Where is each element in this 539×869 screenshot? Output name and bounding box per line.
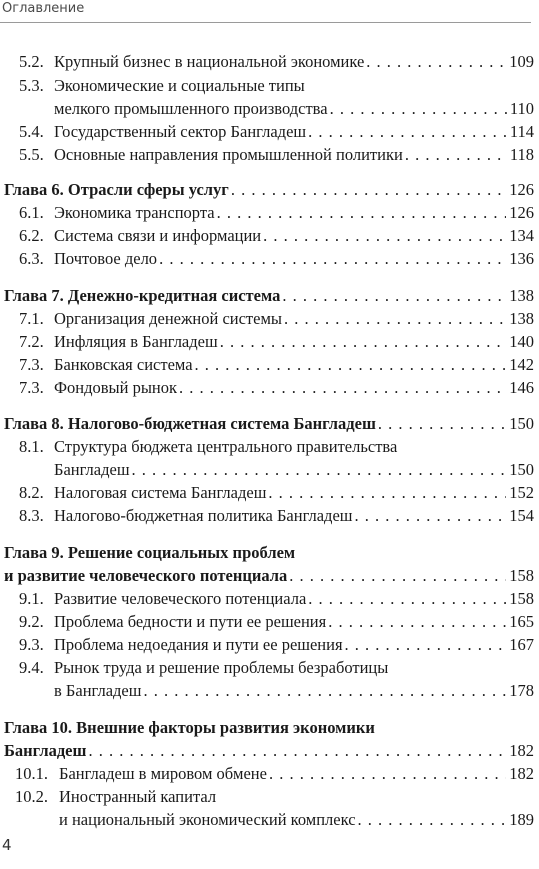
page-ref: 150 (509, 460, 534, 479)
toc-entry-continued (0, 459, 539, 481)
page-ref: 126 (509, 203, 534, 222)
page-ref: 178 (509, 681, 534, 700)
page-ref: 182 (509, 741, 534, 760)
toc-entry (0, 634, 539, 656)
entry-title: Инфляция в Бангладеш (54, 332, 218, 351)
section-number: 7.3. (19, 355, 44, 374)
leader-dots (343, 634, 507, 656)
page-ref: 140 (509, 332, 534, 351)
section-number: 8.2. (19, 483, 44, 502)
page-ref: 138 (509, 309, 534, 328)
entry-title-continued: Бангладеш (54, 460, 130, 479)
toc-entry (0, 786, 539, 808)
section-number: 10.1. (15, 764, 48, 783)
page-ref: 109 (509, 52, 534, 71)
section-number: 9.2. (19, 612, 44, 631)
page-ref: 182 (509, 764, 534, 783)
leader-dots (352, 505, 506, 527)
entry-title: Почтовое дело (54, 249, 158, 268)
leader-dots (215, 202, 507, 224)
entry-title: Экономика транспорта (54, 203, 215, 222)
chapter-title: Глава 8. Налогово-бюджетная система Бангладеш (4, 414, 376, 433)
toc-entry (0, 377, 539, 399)
section-number: 7.1. (19, 309, 44, 328)
entry-title: Организация денежной системы (54, 309, 282, 328)
toc-entry-continued (0, 809, 539, 831)
section-number: 9.1. (19, 589, 44, 608)
page-number: 4 (2, 836, 12, 854)
toc-entry (0, 354, 539, 376)
page-ref: 136 (509, 249, 534, 268)
page-ref: 189 (509, 810, 534, 829)
page-ref: 114 (509, 122, 534, 141)
page-ref: 138 (509, 286, 534, 305)
chapter-entry (0, 179, 539, 201)
chapter-entry (0, 285, 539, 307)
leader-dots (306, 121, 507, 143)
toc-entry (0, 75, 539, 97)
section-number: 5.5. (19, 145, 44, 164)
entry-title: Система связи и информации (54, 226, 262, 245)
page-ref: 150 (509, 414, 534, 433)
running-header (0, 0, 531, 23)
section-number: 6.3. (19, 249, 44, 268)
leader-dots (326, 611, 506, 633)
leader-dots (157, 248, 506, 270)
toc-entry (0, 657, 539, 679)
entry-title: Крупный бизнес в национальной экономике (54, 52, 365, 71)
toc-entry (0, 588, 539, 610)
entry-title: Банковская система (54, 355, 193, 374)
page-ref: 134 (509, 226, 534, 245)
entry-title: Экономические и социальные типы (54, 76, 305, 95)
entry-title-continued: мелкого промышленного производства (54, 99, 328, 118)
entry-title: Налоговая система Бангладеш (54, 483, 267, 502)
entry-title: Налогово-бюджетная политика Бангладеш (54, 506, 353, 525)
chapter-title: Глава 10. Внешние факторы развития экономики (4, 718, 375, 737)
leader-dots (177, 377, 506, 399)
leader-dots (141, 680, 506, 702)
section-number: 7.2. (19, 332, 44, 351)
chapter-entry (0, 413, 539, 435)
page-ref: 158 (509, 566, 534, 585)
running-title: Оглавление (2, 1, 85, 16)
toc-entry-continued (0, 98, 539, 120)
leader-dots (356, 809, 507, 831)
toc-entry (0, 505, 539, 527)
chapter-entry (0, 717, 539, 739)
chapter-title: Глава 6. Отрасли сферы услуг (4, 180, 229, 199)
toc-entry (0, 482, 539, 504)
entry-title: Государственный сектор Бангладеш (54, 122, 307, 141)
toc-entry (0, 436, 539, 458)
section-number: 8.3. (19, 506, 44, 525)
leader-dots (86, 740, 506, 762)
chapter-title-continued: и развитие человеческого потенциала (4, 566, 288, 585)
chapter-title-continued: Бангладеш (4, 741, 87, 760)
leader-dots (267, 763, 506, 785)
page-ref: 167 (509, 635, 534, 654)
leader-dots (306, 588, 506, 610)
section-number: 8.1. (19, 437, 44, 456)
chapter-entry (0, 542, 539, 564)
toc-entry-continued (0, 680, 539, 702)
leader-dots (364, 51, 506, 73)
chapter-title: Глава 7. Денежно-кредитная система (4, 286, 281, 305)
section-number: 6.2. (19, 226, 44, 245)
entry-title: Иностранный капитал (59, 787, 217, 806)
section-number: 5.4. (19, 122, 44, 141)
page-ref: 118 (509, 145, 534, 164)
entry-title: Проблема недоедания и пути ее решения (54, 635, 343, 654)
entry-title: Фондовый рынок (54, 378, 178, 397)
leader-dots (130, 459, 507, 481)
section-number: 9.4. (19, 658, 44, 677)
entry-title: Рынок труда и решение проблемы безработицы (54, 658, 389, 677)
entry-title: Основные направления промышленной политики (54, 145, 403, 164)
leader-dots (287, 565, 506, 587)
leader-dots (218, 331, 507, 353)
page-ref: 154 (509, 506, 534, 525)
entry-title-continued: и национальный экономический комплекс (59, 810, 356, 829)
entry-title: Развитие человеческого потенциала (54, 589, 307, 608)
section-number: 5.2. (19, 52, 44, 71)
page-ref: 126 (509, 180, 534, 199)
toc-entry (0, 763, 539, 785)
page-ref: 110 (509, 99, 534, 118)
toc-entry (0, 308, 539, 330)
chapter-entry-continued (0, 565, 539, 587)
toc-entry (0, 144, 539, 166)
section-number: 9.3. (19, 635, 44, 654)
leader-dots (376, 413, 506, 435)
leader-dots (261, 225, 506, 247)
page-ref: 146 (509, 378, 534, 397)
toc-entry (0, 611, 539, 633)
chapter-title: Глава 9. Решение социальных проблем (4, 543, 296, 562)
section-number: 6.1. (19, 203, 44, 222)
leader-dots (266, 482, 506, 504)
leader-dots (280, 285, 506, 307)
page-ref: 152 (509, 483, 534, 502)
leader-dots (282, 308, 506, 330)
leader-dots (403, 144, 507, 166)
chapter-entry-continued (0, 740, 539, 762)
leader-dots (193, 354, 507, 376)
toc-entry (0, 121, 539, 143)
toc-entry (0, 225, 539, 247)
entry-title-continued: в Бангладеш (54, 681, 142, 700)
page-ref: 158 (509, 589, 534, 608)
section-number: 10.2. (15, 787, 48, 806)
entry-title: Бангладеш в мировом обмене (59, 764, 267, 783)
leader-dots (229, 179, 506, 201)
toc-entry (0, 51, 539, 73)
section-number: 5.3. (19, 76, 44, 95)
leader-dots (328, 98, 507, 120)
section-number: 7.3. (19, 378, 44, 397)
entry-title: Структура бюджета центрального правительства (54, 437, 398, 456)
toc-entry (0, 331, 539, 353)
entry-title: Проблема бедности и пути ее решения (54, 612, 327, 631)
toc-entry (0, 202, 539, 224)
toc-entry (0, 248, 539, 270)
page-ref: 165 (509, 612, 534, 631)
page-ref: 142 (509, 355, 534, 374)
